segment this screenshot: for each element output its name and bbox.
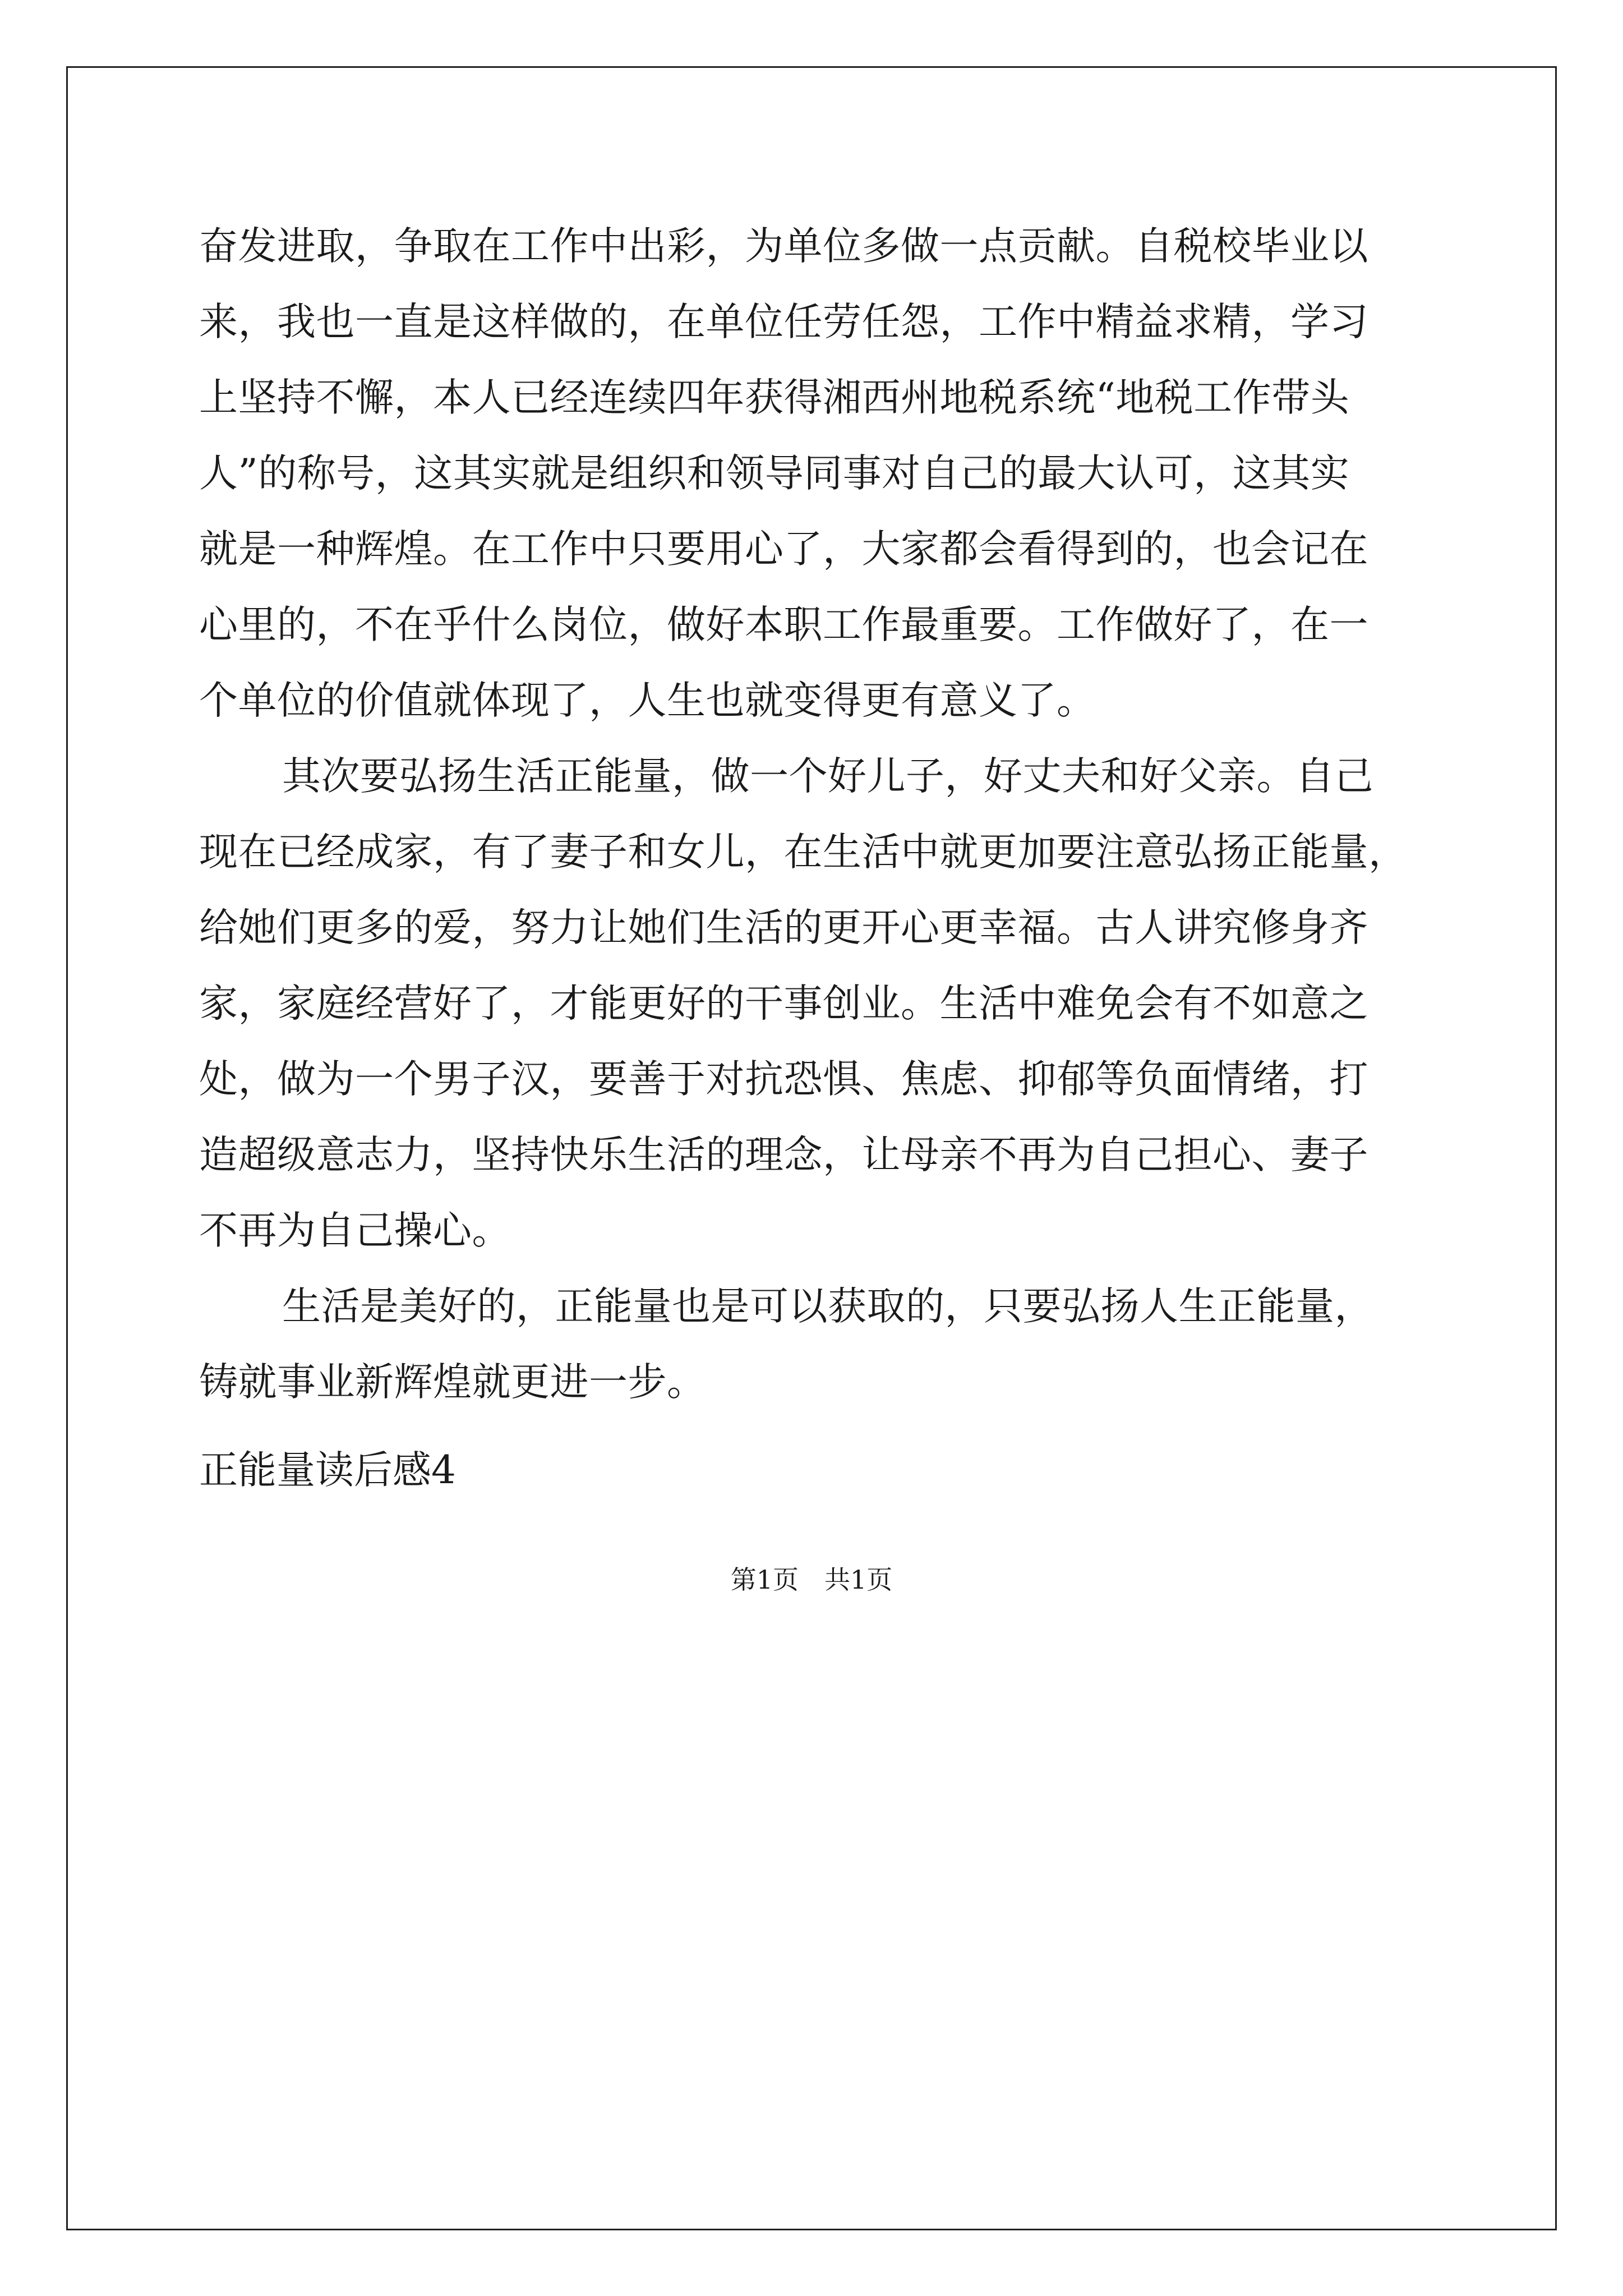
text-line: 家，家庭经营好了，才能更好的干事创业。生活中难免会有不如意之 (199, 981, 1368, 1026)
text-line: 造超级意志力，坚持快乐生活的理念，让母亲不再为自己担心、妻子 (199, 1133, 1368, 1177)
text-line: 铸就事业新辉煌就更进一步。 (199, 1360, 706, 1405)
text-line: 现在已经成家，有了妻子和女儿，在生活中就更加要注意弘扬正能量， (199, 830, 1408, 875)
paragraph-start-line: 生活是美好的，正能量也是可以获取的，只要弘扬人生正能量， (282, 1284, 1373, 1329)
text-line: 人”的称号，这其实就是组织和领导同事对自己的最大认可，这其实 (199, 451, 1350, 496)
text-line: 来，我也一直是这样做的，在单位任劳任怨，工作中精益求精，学习 (199, 300, 1368, 344)
text-line: 给她们更多的爱，努力让她们生活的更开心更幸福。古人讲究修身齐 (199, 905, 1368, 950)
page-footer: 第1页 共1页 (730, 1565, 893, 1595)
text-line: 个单位的价值就体现了，人生也就变得更有意义了。 (199, 678, 1096, 723)
text-line: 心里的，不在乎什么岗位，做好本职工作最重要。工作做好了，在一 (199, 602, 1368, 647)
section-heading: 正能量读后感4 (199, 1448, 456, 1493)
text-line: 奋发进取，争取在工作中出彩，为单位多做一点贡献。自税校毕业以 (199, 224, 1368, 269)
text-line: 上坚持不懈，本人已经连续四年获得湘西州地税系统“地税工作带头 (199, 375, 1350, 420)
text-line: 就是一种辉煌。在工作中只要用心了，大家都会看得到的，也会记在 (199, 527, 1368, 572)
text-line: 处，做为一个男子汉，要善于对抗恐惧、焦虑、抑郁等负面情绪，打 (199, 1057, 1368, 1102)
text-line: 不再为自己操心。 (199, 1208, 511, 1253)
paragraph-start-line: 其次要弘扬生活正能量，做一个好儿子，好丈夫和好父亲。自己 (282, 754, 1373, 799)
